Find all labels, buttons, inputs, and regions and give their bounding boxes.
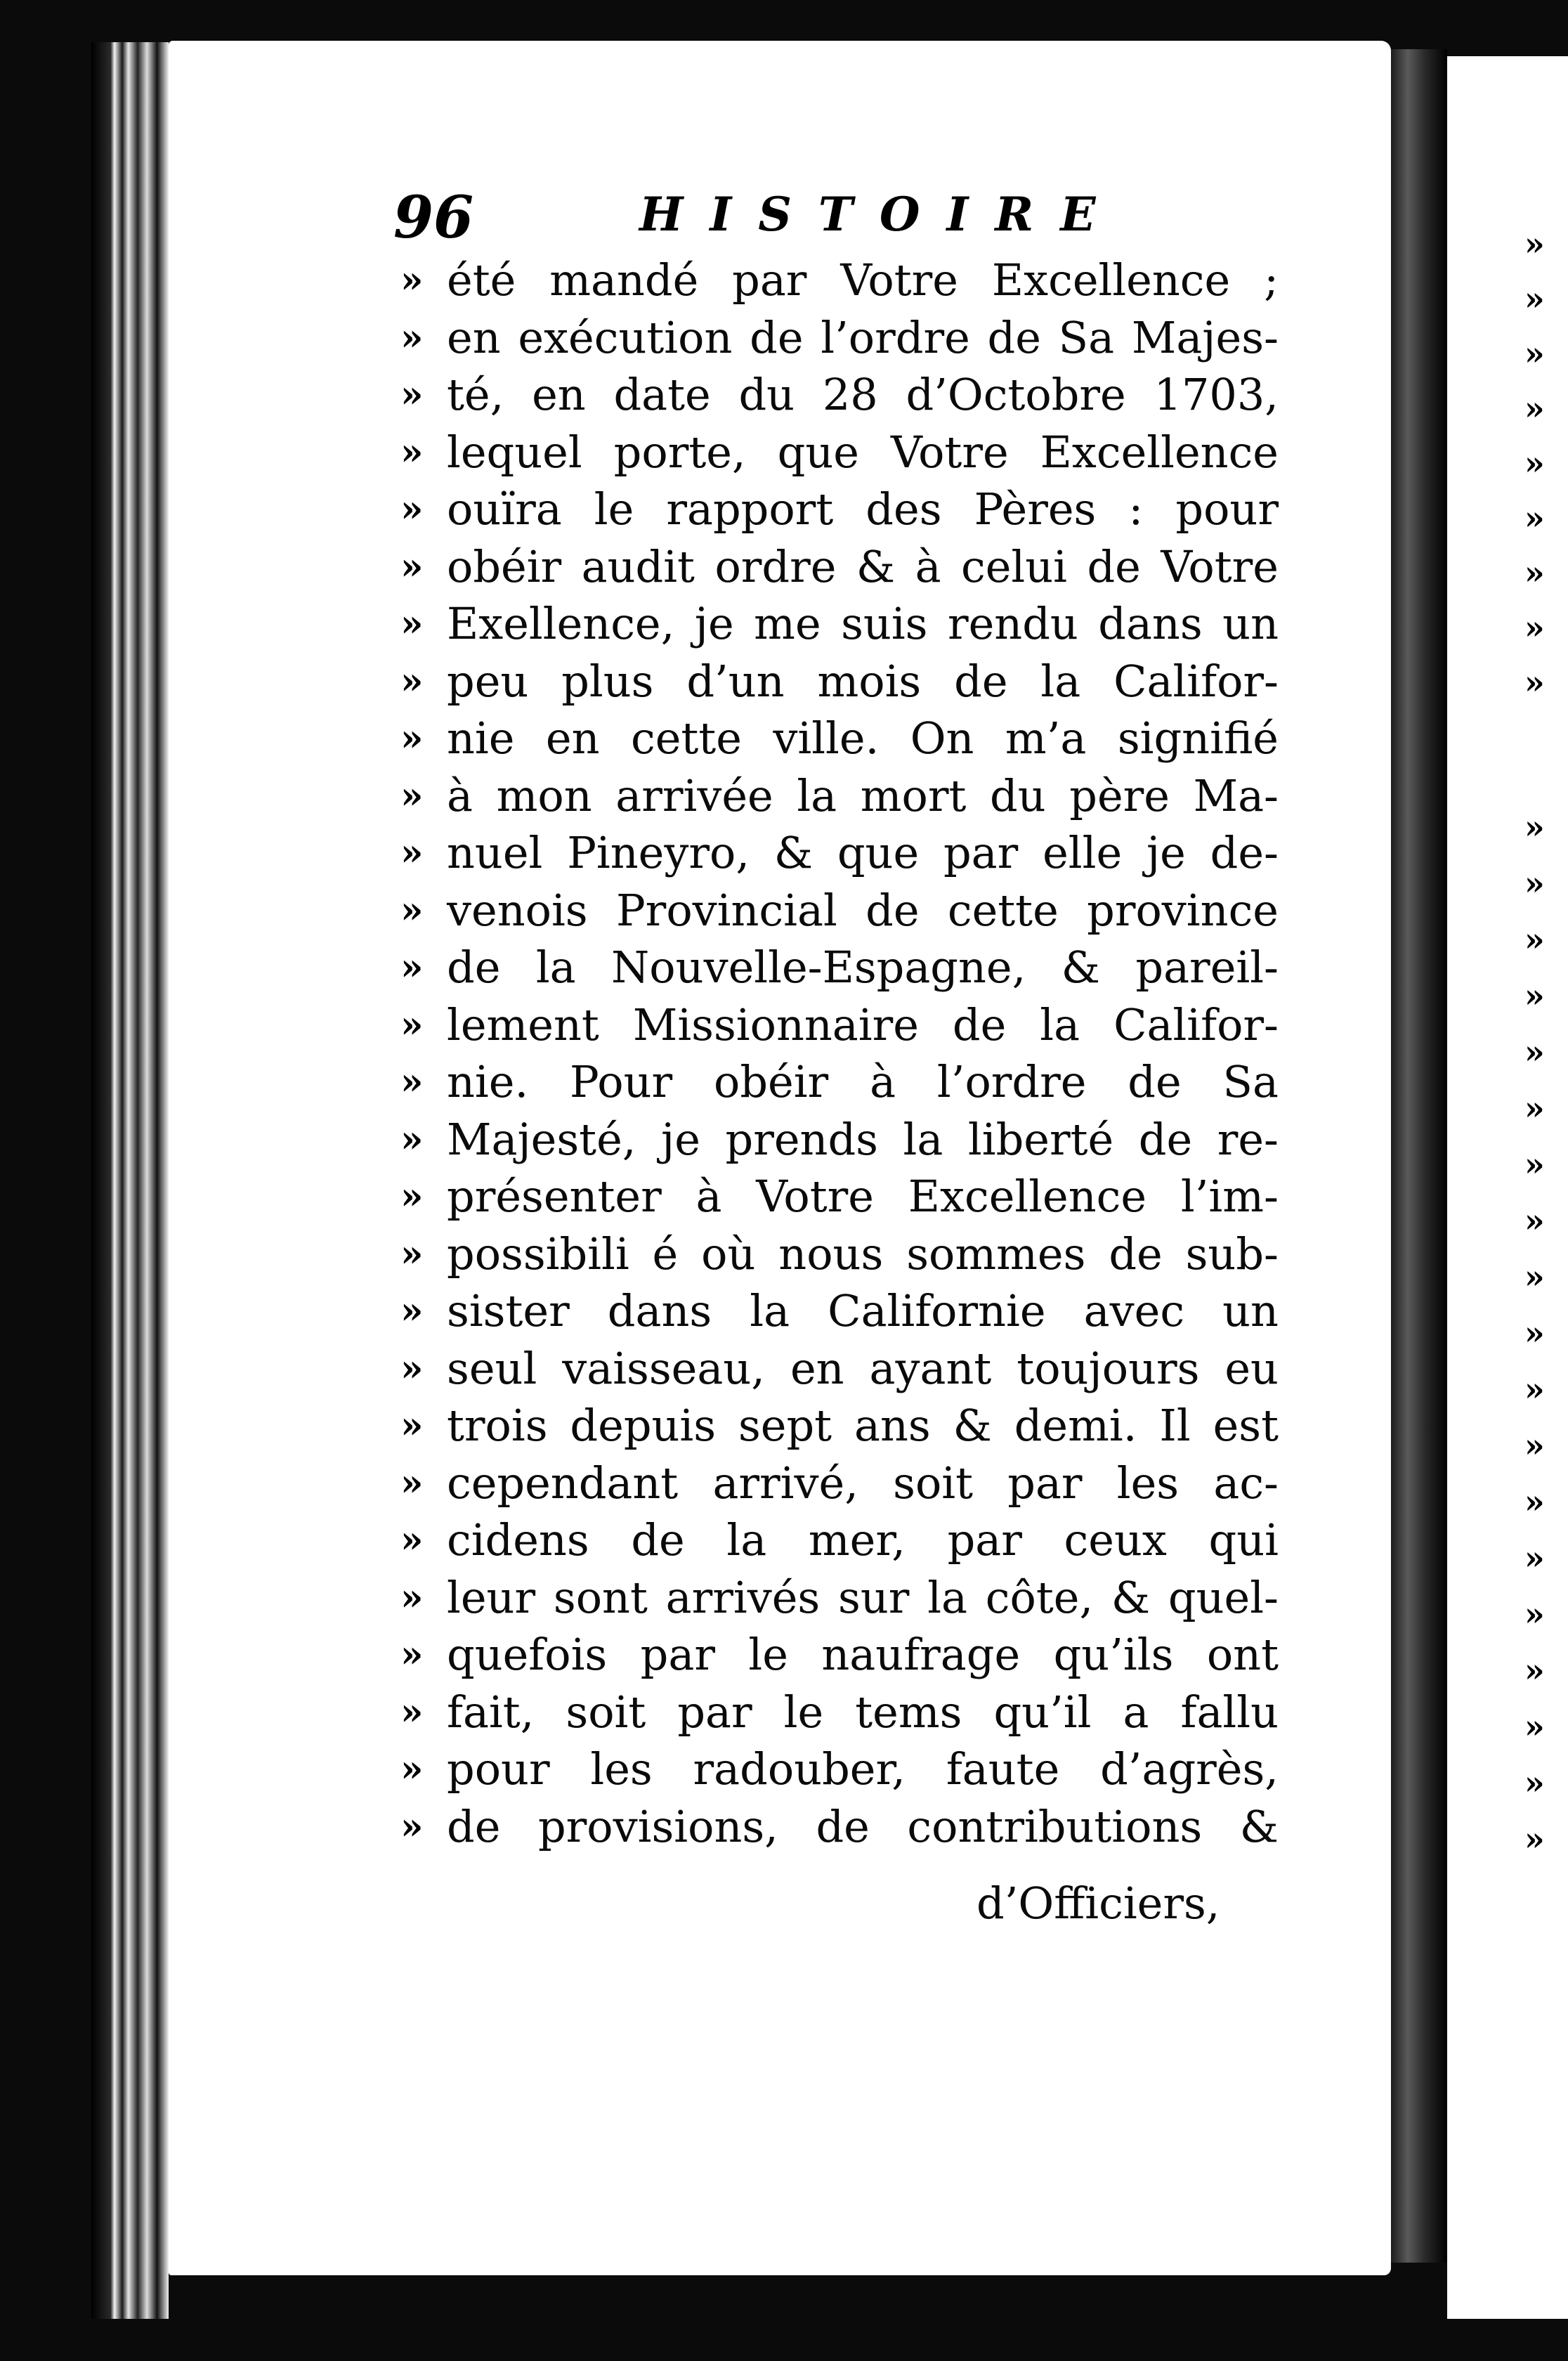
line-text: Exellence, je me suis rendu dans un: [447, 598, 1279, 649]
adjacent-quote-mark: »: [1524, 1651, 1545, 1689]
quote-mark: »: [400, 1117, 424, 1161]
line-text: fait, soit par le tems qu’il a fallu: [447, 1686, 1279, 1738]
adjacent-quote-mark: »: [1524, 389, 1545, 427]
quote-mark: »: [400, 1404, 424, 1447]
text-line: [400, 1282, 1279, 1340]
text-line: [400, 767, 1279, 825]
text-line: [400, 595, 1279, 653]
adjacent-quote-mark: »: [1524, 609, 1545, 646]
line-text: té, en date du 28 d’Octobre 1703,: [447, 369, 1279, 420]
adjacent-quote-mark: »: [1524, 1764, 1545, 1802]
text-line: [400, 481, 1279, 538]
text-line: [400, 309, 1279, 367]
line-text: sister dans la Californie avec un: [447, 1285, 1279, 1336]
adjacent-quote-mark: »: [1524, 1820, 1545, 1858]
quote-mark: »: [400, 717, 424, 760]
line-text: nuel Pineyro, & que par elle je de-: [447, 827, 1279, 878]
line-text: à mon arrivée la mort du père Ma-: [447, 769, 1279, 821]
line-text: seul vaisseau, en ayant toujours eu: [447, 1342, 1279, 1394]
adjacent-quote-mark: »: [1524, 1145, 1545, 1183]
line-text: de la Nouvelle-Espagne, & pareil-: [447, 942, 1279, 993]
line-text: lequel porte, que Votre Excellence: [447, 426, 1279, 478]
quote-mark: »: [400, 602, 424, 645]
text-line: [400, 1111, 1279, 1169]
text-line: [400, 1511, 1279, 1569]
adjacent-quote-mark: »: [1524, 921, 1545, 958]
quote-mark: »: [400, 316, 424, 359]
quote-mark: »: [400, 1804, 424, 1848]
text-line: [400, 1340, 1279, 1398]
text-line: [400, 882, 1279, 939]
quote-mark: »: [400, 946, 424, 989]
line-text: pour les radouber, faute d’agrès,: [447, 1743, 1279, 1795]
line-text: présenter à Votre Excellence l’im-: [447, 1171, 1279, 1222]
line-text: ouïra le rapport des Pères : pour: [447, 483, 1279, 535]
line-text: cidens de la mer, par ceux qui: [447, 1514, 1279, 1566]
running-head: [393, 184, 1307, 254]
line-text: nie en cette ville. On m’a signifié: [447, 713, 1279, 764]
text-line: [400, 824, 1279, 882]
text-line: [400, 1684, 1279, 1741]
text-line: [400, 1741, 1279, 1798]
running-head-title: HISTOIRE: [639, 187, 1123, 242]
quote-mark: »: [400, 659, 424, 703]
text-line: [400, 1225, 1279, 1283]
quote-mark: »: [400, 430, 424, 474]
text-line: [400, 653, 1279, 710]
line-text: nie. Pour obéir à l’ordre de Sa: [447, 1056, 1279, 1107]
line-text: Majesté, je prends la liberté de re-: [447, 1113, 1279, 1165]
line-text: en exécution de l’ordre de Sa Majes-: [447, 311, 1279, 363]
line-text: venois Provincial de cette province: [447, 884, 1279, 936]
adjacent-quote-mark: »: [1524, 1033, 1545, 1071]
quote-mark: »: [400, 831, 424, 874]
adjacent-quote-mark: »: [1524, 1426, 1545, 1464]
line-text: possibili é où nous sommes de sub-: [447, 1228, 1279, 1280]
line-text: peu plus d’un mois de la Califor-: [447, 655, 1279, 707]
text-line: [400, 939, 1279, 996]
adjacent-quote-mark: »: [1524, 663, 1545, 701]
adjacent-quote-mark: »: [1524, 1539, 1545, 1577]
book-spine: [91, 42, 169, 2319]
adjacent-quote-mark: »: [1524, 1258, 1545, 1296]
quote-mark: »: [400, 488, 424, 531]
text-line: [400, 1455, 1279, 1512]
text-line: [400, 366, 1279, 424]
adjacent-quote-mark: »: [1524, 1370, 1545, 1408]
adjacent-quote-mark: »: [1524, 808, 1545, 846]
quote-mark: »: [400, 1346, 424, 1390]
quote-mark: »: [400, 1461, 424, 1504]
text-line: [400, 424, 1279, 481]
quote-mark: »: [400, 1289, 424, 1332]
adjacent-quote-mark: »: [1524, 499, 1545, 537]
adjacent-quote-mark: »: [1524, 280, 1545, 318]
quote-mark: »: [400, 1633, 424, 1676]
line-text: de provisions, de contributions &: [447, 1800, 1279, 1852]
line-text: leur sont arrivés sur la côte, & quel-: [447, 1571, 1279, 1623]
text-line: [400, 538, 1279, 596]
line-text: quefois par le naufrage qu’ils ont: [447, 1629, 1279, 1680]
text-line: [400, 1569, 1279, 1627]
page-number: 96: [393, 184, 474, 252]
quote-mark: »: [400, 1060, 424, 1103]
quote-mark: »: [400, 1232, 424, 1275]
quote-mark: »: [400, 1575, 424, 1619]
text-line: [400, 1053, 1279, 1111]
adjacent-page-edge: [1447, 56, 1568, 2319]
quote-mark: »: [400, 1690, 424, 1734]
adjacent-quote-mark: »: [1524, 1483, 1545, 1521]
page-gutter-shadow: [1391, 49, 1447, 2263]
text-line: [400, 1397, 1279, 1455]
adjacent-quote-mark: »: [1524, 334, 1545, 372]
adjacent-quote-mark: »: [1524, 864, 1545, 902]
line-text: obéir audit ordre & à celui de Votre: [447, 540, 1279, 592]
adjacent-quote-mark: »: [1524, 977, 1545, 1015]
adjacent-quote-mark: »: [1524, 1708, 1545, 1745]
catchword: d’Officiers,: [976, 1878, 1220, 1929]
quote-mark: »: [400, 774, 424, 817]
quote-mark: »: [400, 1175, 424, 1218]
text-line: [400, 252, 1279, 309]
text-line: [400, 1798, 1279, 1856]
line-text: cependant arrivé, soit par les ac-: [447, 1457, 1279, 1509]
quote-mark: »: [400, 888, 424, 932]
adjacent-quote-mark: »: [1524, 444, 1545, 482]
text-line: [400, 1626, 1279, 1684]
quote-mark: »: [400, 373, 424, 416]
adjacent-quote-mark: »: [1524, 1595, 1545, 1633]
body-text: [400, 252, 1279, 1855]
adjacent-quote-mark: »: [1524, 1314, 1545, 1352]
line-text: trois depuis sept ans & demi. Il est: [447, 1400, 1279, 1451]
quote-mark: »: [400, 1003, 424, 1046]
adjacent-quote-mark: »: [1524, 1089, 1545, 1127]
quote-mark: »: [400, 1518, 424, 1561]
adjacent-quote-mark: »: [1524, 225, 1545, 263]
quote-mark: »: [400, 1748, 424, 1790]
line-text: lement Missionnaire de la Califor-: [447, 999, 1279, 1051]
text-line: [400, 710, 1279, 767]
adjacent-quote-mark: »: [1524, 1202, 1545, 1240]
adjacent-quote-mark: »: [1524, 554, 1545, 592]
text-line: [400, 996, 1279, 1054]
line-text: été mandé par Votre Excellence ;: [447, 254, 1279, 306]
quote-mark: »: [400, 545, 424, 588]
quote-mark: »: [400, 259, 424, 301]
text-line: [400, 1168, 1279, 1225]
